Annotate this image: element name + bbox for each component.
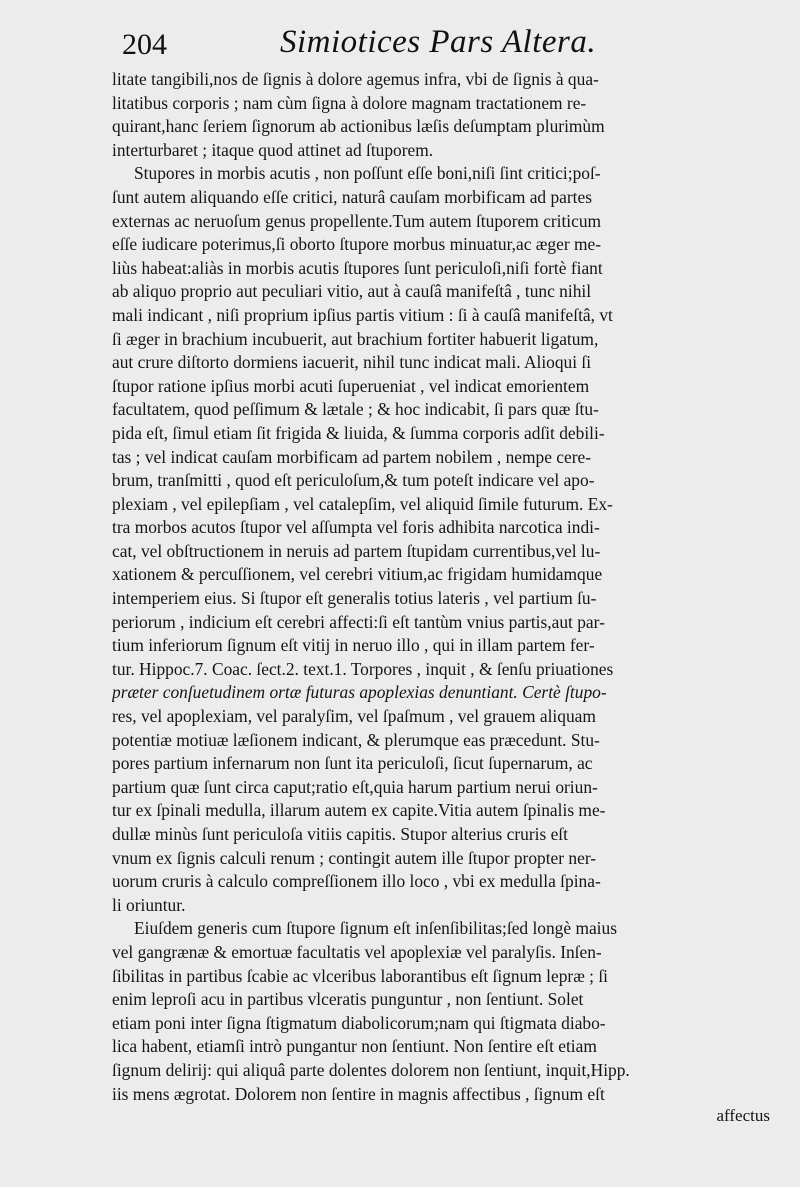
body-text	[112, 68, 770, 1106]
text-line: plexiam , vel epilepſiam , vel catalepſim, vel aliquid ſimile futurum. Ex-	[112, 493, 613, 514]
text-line: litatibus corporis ; nam cùm ſigna à dolore magnam tractationem re-	[112, 92, 587, 113]
text-line: potentiæ motiuæ læſionem indicant, & plerumque eas præcedunt. Stu-	[112, 729, 600, 750]
text-line: brum, tranſmitti , quod eſt periculoſum,& tum poteſt indicare vel apo-	[112, 470, 595, 491]
text-line: ſibilitas in partibus ſcabie ac vlceribus laborantibus eſt ſignum lepræ ; ſi	[112, 965, 609, 986]
text-line: etiam poni inter ſigna ſtigmatum diabolicorum;nam qui ſtigmata diabo-	[112, 1012, 606, 1033]
text-line: aut crure diſtorto dormiens iacuerit, nihil tunc indicat mali. Alioqui ſi	[112, 352, 592, 373]
text-line: mali indicant , niſi proprium ipſius partis vitium : ſi à cauſâ manifeſtâ, vt	[112, 304, 613, 325]
text-line: enim leproſi acu in partibus vlceratis punguntur , non ſentiunt. Solet	[112, 989, 584, 1010]
text-line: ſtupor ratione ipſius morbi acuti ſuperueniat , vel indicat emorientem	[112, 375, 590, 396]
text-line: cat, vel obſtructionem in neruis ad partem ſtupidam currentibus,vel lu-	[112, 540, 601, 561]
text-line: externas ac neruoſum genus propellente.Tum autem ſtuporem criticum	[112, 210, 602, 231]
text-line: ſunt autem aliquando eſſe critici, naturâ cauſam morbificam ad partes	[112, 186, 592, 207]
text-line: li oriuntur.	[112, 894, 186, 915]
text-line: pida eſt, ſimul etiam ſit frigida & liuida, & ſumma corporis adſit debili-	[112, 422, 605, 443]
text-line: ab aliquo proprio aut peculiari vitio, aut à cauſâ manifeſtâ , tunc nihil	[112, 281, 592, 302]
text-line: dullæ minùs ſunt periculoſa vitiis capitis. Stupor alterius cruris eſt	[112, 824, 568, 844]
text-line: xationem & percuſſionem, vel cerebri vitium,ac frigidam humidamque	[112, 564, 603, 585]
text-line: periorum , indicium eſt cerebri affecti:ſi eſt tantùm vnius partis,aut par-	[112, 611, 605, 632]
text-line: partium quæ ſunt circa caput;ratio eſt,quia harum partium nerui oriun-	[112, 776, 598, 797]
text-line: lica habent, etiamſi intrò pungantur non ſentiunt. Non ſentire eſt etiam	[112, 1036, 597, 1057]
text-line: litate tangibili,nos de ſignis à dolore agemus infra, vbi de ſignis à qua-	[112, 69, 599, 89]
text-line: uorum cruris à calculo compreſſionem illo loco , vbi ex medulla ſpina-	[112, 871, 601, 892]
text-line: interturbaret ; itaque quod attinet ad ſtuporem.	[112, 139, 434, 160]
catchword: affectus	[716, 1106, 770, 1126]
page-content	[112, 22, 770, 1126]
text-line-quotation: ſignum delirij: qui aliquâ parte dolentes dolorem non ſentiunt, inquit,Hipp.	[112, 1059, 630, 1080]
text-line: iis mens ægrotat. Dolorem non ſentire in magnis affectibus , ſignum eſt	[112, 1083, 605, 1104]
text-line: tium inferiorum ſignum eſt vitij in neruo illo , qui in illam partem fer-	[112, 635, 595, 656]
text-line: tra morbos acutos ſtupor vel aſſumpta vel foris adhibita narcotica indi-	[112, 517, 600, 538]
text-line: quirant,hanc ſeriem ſignorum ab actionibus læſis deſumptam plurimùm	[112, 116, 605, 137]
text-line: intemperiem eius. Si ſtupor eſt generalis totius lateris , vel partium ſu-	[112, 588, 597, 609]
text-line-citation: tur. Hippoc.7. Coac. ſect.2. text.1. Torpores , inquit , & ſenſu priuationes	[112, 658, 614, 679]
text-line: Eiuſdem generis cum ſtupore ſignum eſt inſenſibilitas;ſed longè maius	[134, 918, 617, 939]
text-line: eſſe iudicare poterimus,ſi oborto ſtupore morbus minuatur,ac æger me-	[112, 234, 602, 255]
text-line: vnum ex ſignis calculi renum ; contingit autem ille ſtupor propter ner-	[112, 847, 597, 868]
text-line: vel gangrænæ & emortuæ facultatis vel apoplexiæ vel paralyſis. Inſen-	[112, 941, 602, 962]
page-header	[112, 22, 770, 68]
text-line-quotation: præter conſuetudinem ortæ futuras apoplexias denuntiant. Certè ſtupo-	[112, 682, 607, 703]
running-head: Simiotices Pars Altera.	[280, 24, 597, 60]
text-line: ſi æger in brachium incubuerit, aut brachium fortiter habuerit ligatum,	[112, 328, 599, 349]
text-line: pores partium infernarum non ſunt ita periculoſi, ſicut ſupernarum, ac	[112, 753, 593, 774]
text-line: tur ex ſpinali medulla, illarum autem ex capite.Vitia autem ſpinalis me-	[112, 800, 606, 821]
text-line: liùs habeat:aliàs in morbis acutis ſtupores ſunt periculoſi,niſi fortè fiant	[112, 257, 603, 278]
text-line: Stupores in morbis acutis , non poſſunt eſſe boni,niſi ſint critici;poſ-	[134, 163, 601, 184]
text-line: facultatem, quod peſſimum & lætale ; & hoc indicabit, ſi pars quæ ſtu-	[112, 399, 599, 420]
page-number: 204	[122, 28, 167, 61]
text-line: res, vel apoplexiam, vel paralyſim, vel ſpaſmum , vel grauem aliquam	[112, 706, 596, 727]
text-line: tas ; vel indicat cauſam morbificam ad partem nobilem , nempe cere-	[112, 446, 592, 467]
